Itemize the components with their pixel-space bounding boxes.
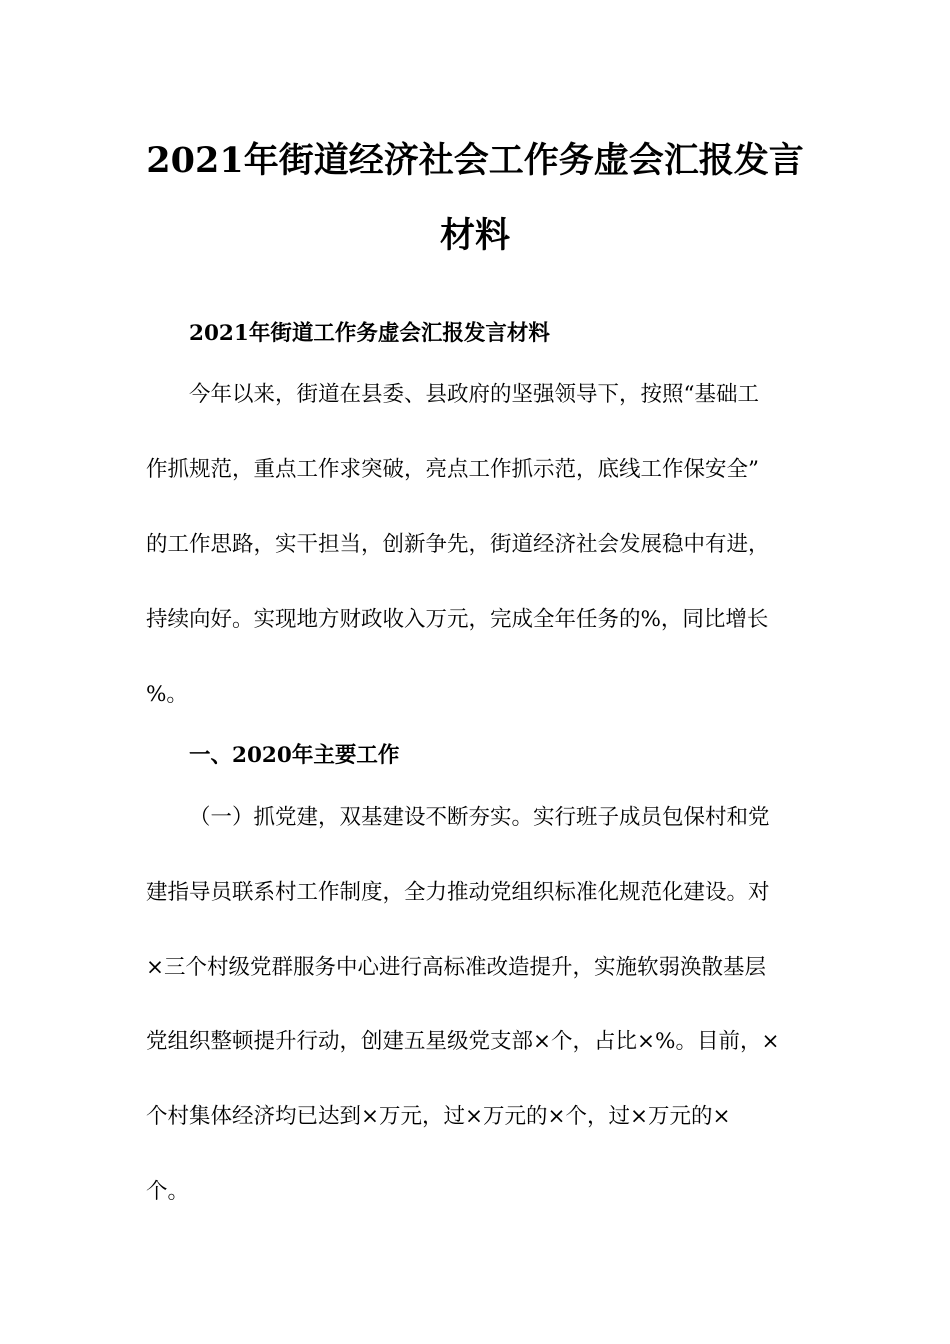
paragraph-1-line-5: %。 (146, 682, 188, 707)
document-title-line-2: 材料 (439, 215, 510, 256)
document-title-line-1: 2021年街道经济社会工作务虚会汇报发言 (146, 140, 804, 181)
paragraph-2-line-5: 个村集体经济均已达到×万元，过×万元的×个，过×万元的× (146, 1104, 731, 1129)
paragraph-2-line-1: （一）抓党建，双基建设不断夯实。实行班子成员包保村和党 (189, 805, 770, 830)
paragraph-1-line-3: 的工作思路，实干担当，创新争先，街道经济社会发展稳中有进， (146, 532, 770, 557)
section-1-heading: 一、2020年主要工作 (189, 743, 400, 768)
paragraph-1-line-2: 作抓规范，重点工作求突破，亮点工作抓示范，底线工作保安全” (146, 457, 759, 482)
document-subtitle: 2021年街道工作务虚会汇报发言材料 (189, 321, 550, 346)
paragraph-2-line-6: 个。 (146, 1179, 190, 1204)
paragraph-2-line-2: 建指导员联系村工作制度，全力推动党组织标准化规范化建设。对 (146, 880, 770, 905)
paragraph-2-line-4: 党组织整顿提升行动，创建五星级党支部×个，占比×%。目前，× (146, 1029, 780, 1054)
paragraph-2-line-3: ×三个村级党群服务中心进行高标准改造提升，实施软弱涣散基层 (146, 955, 767, 980)
paragraph-1-line-1: 今年以来，街道在县委、县政府的坚强领导下，按照“基础工 (189, 382, 759, 407)
paragraph-1-line-4: 持续向好。实现地方财政收入万元，完成全年任务的%，同比增长 (146, 607, 769, 632)
